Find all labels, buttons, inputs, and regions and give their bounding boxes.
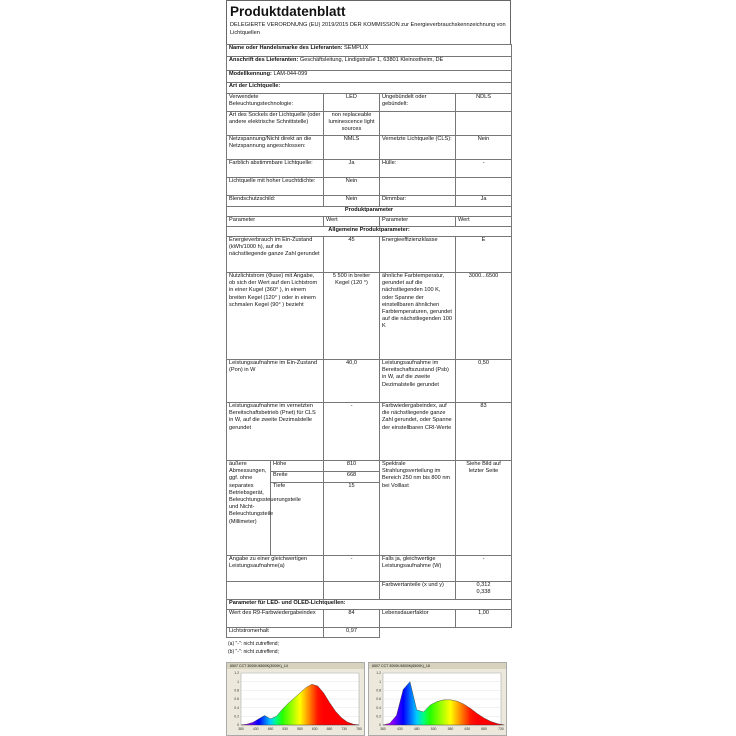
y-tick-label: 1.2 (376, 671, 381, 676)
networked-standby-label: Leistungsaufnahme im vernetzten Bereitschaftsbetrieb (Pnet) für CLS in W, auf die zweite Dezimalstelle gerundet (227, 403, 324, 461)
survival-factor-value: 1,00 (456, 610, 512, 628)
cls-value: Nein (456, 136, 512, 160)
y-tick-label: 0.6 (234, 697, 239, 702)
y-tick-label: 0.4 (234, 705, 239, 710)
socket-value: non replaceable luminescence light sources (324, 112, 380, 136)
x-tick-label: 580 (297, 727, 303, 731)
empty-cell (456, 178, 512, 196)
depth-value: 15 (348, 483, 355, 489)
model-label: Modellkennung: (229, 71, 272, 77)
energy-class-label: Energieeffizienzklasse (380, 237, 456, 273)
art-row (227, 94, 512, 112)
supplier-name-label: Name oder Handelsmarke des Lieferanten: (229, 45, 343, 51)
tunable-label: Farblich abstimmbare Lichtquelle: (227, 160, 324, 178)
depth-label: Tiefe (273, 483, 286, 489)
dimensions-values (324, 461, 380, 556)
general-parameters-heading: Allgemeine Produktparameter: (227, 227, 512, 237)
technology-value: LED (324, 94, 380, 112)
height-value: 810 (324, 461, 379, 472)
datasheet-table (226, 44, 512, 638)
lumen-maintenance-value: 0,97 (324, 628, 380, 638)
art-row (227, 178, 512, 196)
supplier-address-value: Geschäftsleitung, Lindigstraße 1, 63801 Kleinostheim, DE (299, 57, 444, 63)
param-row (227, 273, 512, 360)
x-tick-label: 680 (481, 727, 487, 731)
spectrum-plot (369, 669, 506, 735)
luminous-flux-label: Nutzlichtstrom (Φuse) mit Angabe, ob sich der Wert auf den Lichtstrom in einer Kugel (360° ), in einem breiten Kegel (120° ) oder in einem schmalen Kegel (90° ) bezieht (227, 273, 324, 360)
equivalent-power-value: - (456, 556, 512, 582)
art-row (227, 196, 512, 207)
socket-label: Art des Sockels der Lichtquelle (oder andere elektrische Schnittstelle) (227, 112, 324, 136)
empty-cell (380, 112, 456, 136)
regulation-subtitle: DELEGIERTE VERORDNUNG (EU) 2019/2015 DER KOMMISSION zur Energieverbrauchskennzeichnung von Lichtquellen (230, 22, 506, 36)
chart-caption: 6507 CCT 3000K/6500K(6500K)_18 (369, 663, 506, 669)
cct-value: 3000...6500 (456, 273, 512, 360)
spectral-distribution-label: Spektrale Strahlungsverteilung im Bereich 250 nm bis 800 nm bei Volllast (380, 461, 456, 556)
empty-cell (456, 628, 512, 638)
equivalent-power-label: Falls ja, gleichwertige Leistungsaufnahme (W) (380, 556, 456, 582)
x-tick-label: 780 (356, 727, 362, 731)
column-header-value: Wert (456, 217, 512, 227)
x-tick-label: 680 (326, 727, 333, 731)
art-row (227, 136, 512, 160)
art-heading: Art der Lichtquelle: (227, 83, 512, 94)
footnote-b: (b) "-": nicht zutreffend; (228, 649, 279, 655)
anti-glare-value: Nein (324, 196, 380, 207)
y-tick-label: 1 (379, 679, 381, 684)
empty-cell (227, 582, 324, 600)
cct-label: ähnliche Farbtemperatur, gerundet auf die nächstliegenden 100 K, oder Spanne der einstellbaren ähnlichen Farbtemperaturen, gerundet auf die nächstliegenden 100 K (380, 273, 456, 360)
empty-cell (380, 178, 456, 196)
r9-label: Wert des R9-Farbwiedergabeindex (227, 610, 324, 628)
x-tick-label: 480 (413, 727, 420, 731)
y-tick-label: 0.6 (376, 697, 381, 702)
x-tick-label: 630 (311, 727, 318, 731)
param-row (227, 582, 512, 600)
equivalent-power-claim-value: - (324, 556, 380, 582)
cri-value: 83 (456, 403, 512, 461)
dimensions-label: äußere Abmessungen, ggf. ohne separates Betriebsgerät, Beleuchtungssteuerungsteile und Nicht-Beleuchtungsteile (Millimeter) (227, 461, 271, 555)
led-parameters-heading: Parameter für LED- und OLED-Lichtquellen: (227, 600, 512, 610)
param-row (227, 403, 512, 461)
x-tick-label: 630 (464, 727, 471, 731)
x-tick-label: 530 (430, 727, 437, 731)
supplier-address-label: Anschrift des Lieferanten: (229, 57, 299, 63)
dimensions-cell (227, 461, 324, 556)
spectral-charts (226, 662, 511, 736)
cls-label: Vernetzte Lichtquelle (CLS): (380, 136, 456, 160)
chromaticity-label: Farbwertanteile (x und y) (380, 582, 456, 600)
x-tick-label: 430 (397, 727, 403, 731)
width-value: 668 (324, 472, 379, 483)
param-row (227, 461, 512, 556)
art-row (227, 112, 512, 136)
envelope-label: Hülle: (380, 160, 456, 178)
y-tick-label: 0 (379, 723, 381, 728)
product-parameters-heading: Produktparameter (227, 207, 512, 217)
footnotes (226, 638, 511, 656)
standby-power-value: 0,50 (456, 360, 512, 403)
luminous-flux-value: 5 500 in breiter Kegel (120 °) (324, 273, 380, 360)
x-tick-label: 730 (498, 727, 504, 731)
directional-label: Ungebündelt oder gebündelt: (380, 94, 456, 112)
energy-class-value: E (456, 237, 512, 273)
supplier-name-value: SEMPLIX (344, 45, 369, 51)
r9-value: 84 (324, 610, 380, 628)
energy-consumption-value: 45 (324, 237, 380, 273)
survival-factor-label: Lebensdauerfaktor (380, 610, 456, 628)
x-tick-label: 480 (267, 727, 274, 731)
dimmable-value: Ja (456, 196, 512, 207)
networked-standby-value: - (324, 403, 380, 461)
dimmable-label: Dimmbar: (380, 196, 456, 207)
empty-cell (456, 112, 512, 136)
on-mode-power-label: Leistungsaufnahme im Ein-Zustand (Pon) in W (227, 360, 324, 403)
lumen-maintenance-label: Lichtstromerhalt (227, 628, 324, 638)
mains-label: Netzspannung/Nicht direkt an die Netzspannung angeschlossen: (227, 136, 324, 160)
page-title: Produktdatenblatt (230, 4, 346, 19)
supplier-name-row (227, 45, 512, 57)
param-row (227, 610, 512, 628)
supplier-address-row (227, 57, 512, 71)
y-tick-label: 0.2 (376, 714, 381, 719)
dimensions-names (271, 461, 323, 555)
tunable-value: Ja (324, 160, 380, 178)
column-header-value: Wert (324, 217, 380, 227)
column-header-parameter: Parameter (227, 217, 324, 227)
cri-label: Farbwiedergabeindex, auf die nächstliegende ganze Zahl gerundet, oder Spanne der einstellbaren CRI-Werte (380, 403, 456, 461)
column-header-parameter: Parameter (380, 217, 456, 227)
high-luminance-value: Nein (324, 178, 380, 196)
y-tick-label: 0.4 (376, 705, 381, 710)
spectrum-chart-3000k (226, 662, 365, 736)
spectrum-plot (227, 669, 364, 735)
param-row (227, 628, 512, 638)
high-luminance-label: Lichtquelle mit hoher Leuchtdichte: (227, 178, 324, 196)
header (226, 0, 511, 44)
chromaticity-value: 0,312 0,338 (456, 582, 512, 600)
y-tick-label: 1.2 (234, 671, 239, 676)
x-tick-label: 380 (238, 727, 244, 731)
footnote-a: (a) "-": nicht zutreffend; (228, 641, 279, 647)
param-row (227, 360, 512, 403)
y-tick-label: 0 (237, 723, 239, 728)
spectrum-chart-6500k (368, 662, 507, 736)
param-row (227, 556, 512, 582)
mains-value: NMLS (324, 136, 380, 160)
spectral-distribution-value: Siehe Bild auf letzter Seite (456, 461, 512, 556)
y-tick-label: 1 (237, 679, 239, 684)
x-tick-label: 730 (341, 727, 348, 731)
standby-power-label: Leistungsaufnahme im Bereitschaftszustand (Psb) in W, auf die zweite Dezimalstelle gerundet (380, 360, 456, 403)
width-label: Breite (271, 472, 323, 483)
y-tick-label: 0.8 (376, 688, 381, 693)
energy-consumption-label: Energieverbrauch im Ein-Zustand (kWh/1000 h), auf die nächstliegende ganze Zahl gerundet (227, 237, 324, 273)
datasheet (226, 0, 511, 656)
on-mode-power-value: 40,0 (324, 360, 380, 403)
chart-caption: 6507 CCT 3000K/6500K(3000K)_14 (227, 663, 364, 669)
param-row (227, 237, 512, 273)
height-label: Höhe (271, 461, 323, 472)
technology-label: Verwendete Beleuchtungstechnologie: (227, 94, 324, 112)
model-row (227, 71, 512, 83)
x-tick-label: 430 (252, 727, 259, 731)
envelope-value: - (456, 160, 512, 178)
art-row (227, 160, 512, 178)
equivalent-power-claim-label: Angabe zu einer gleichwertigen Leistungsaufnahme(a) (227, 556, 324, 582)
empty-cell (380, 628, 456, 638)
y-tick-label: 0.8 (234, 688, 239, 693)
x-tick-label: 380 (380, 727, 386, 731)
x-tick-label: 580 (447, 727, 454, 731)
empty-cell (324, 582, 380, 600)
directional-value: NDLS (456, 94, 512, 112)
x-tick-label: 530 (282, 727, 289, 731)
anti-glare-label: Blendschutzschild: (227, 196, 324, 207)
y-tick-label: 0.2 (234, 714, 239, 719)
model-value: LAM-044-099 (273, 71, 308, 77)
